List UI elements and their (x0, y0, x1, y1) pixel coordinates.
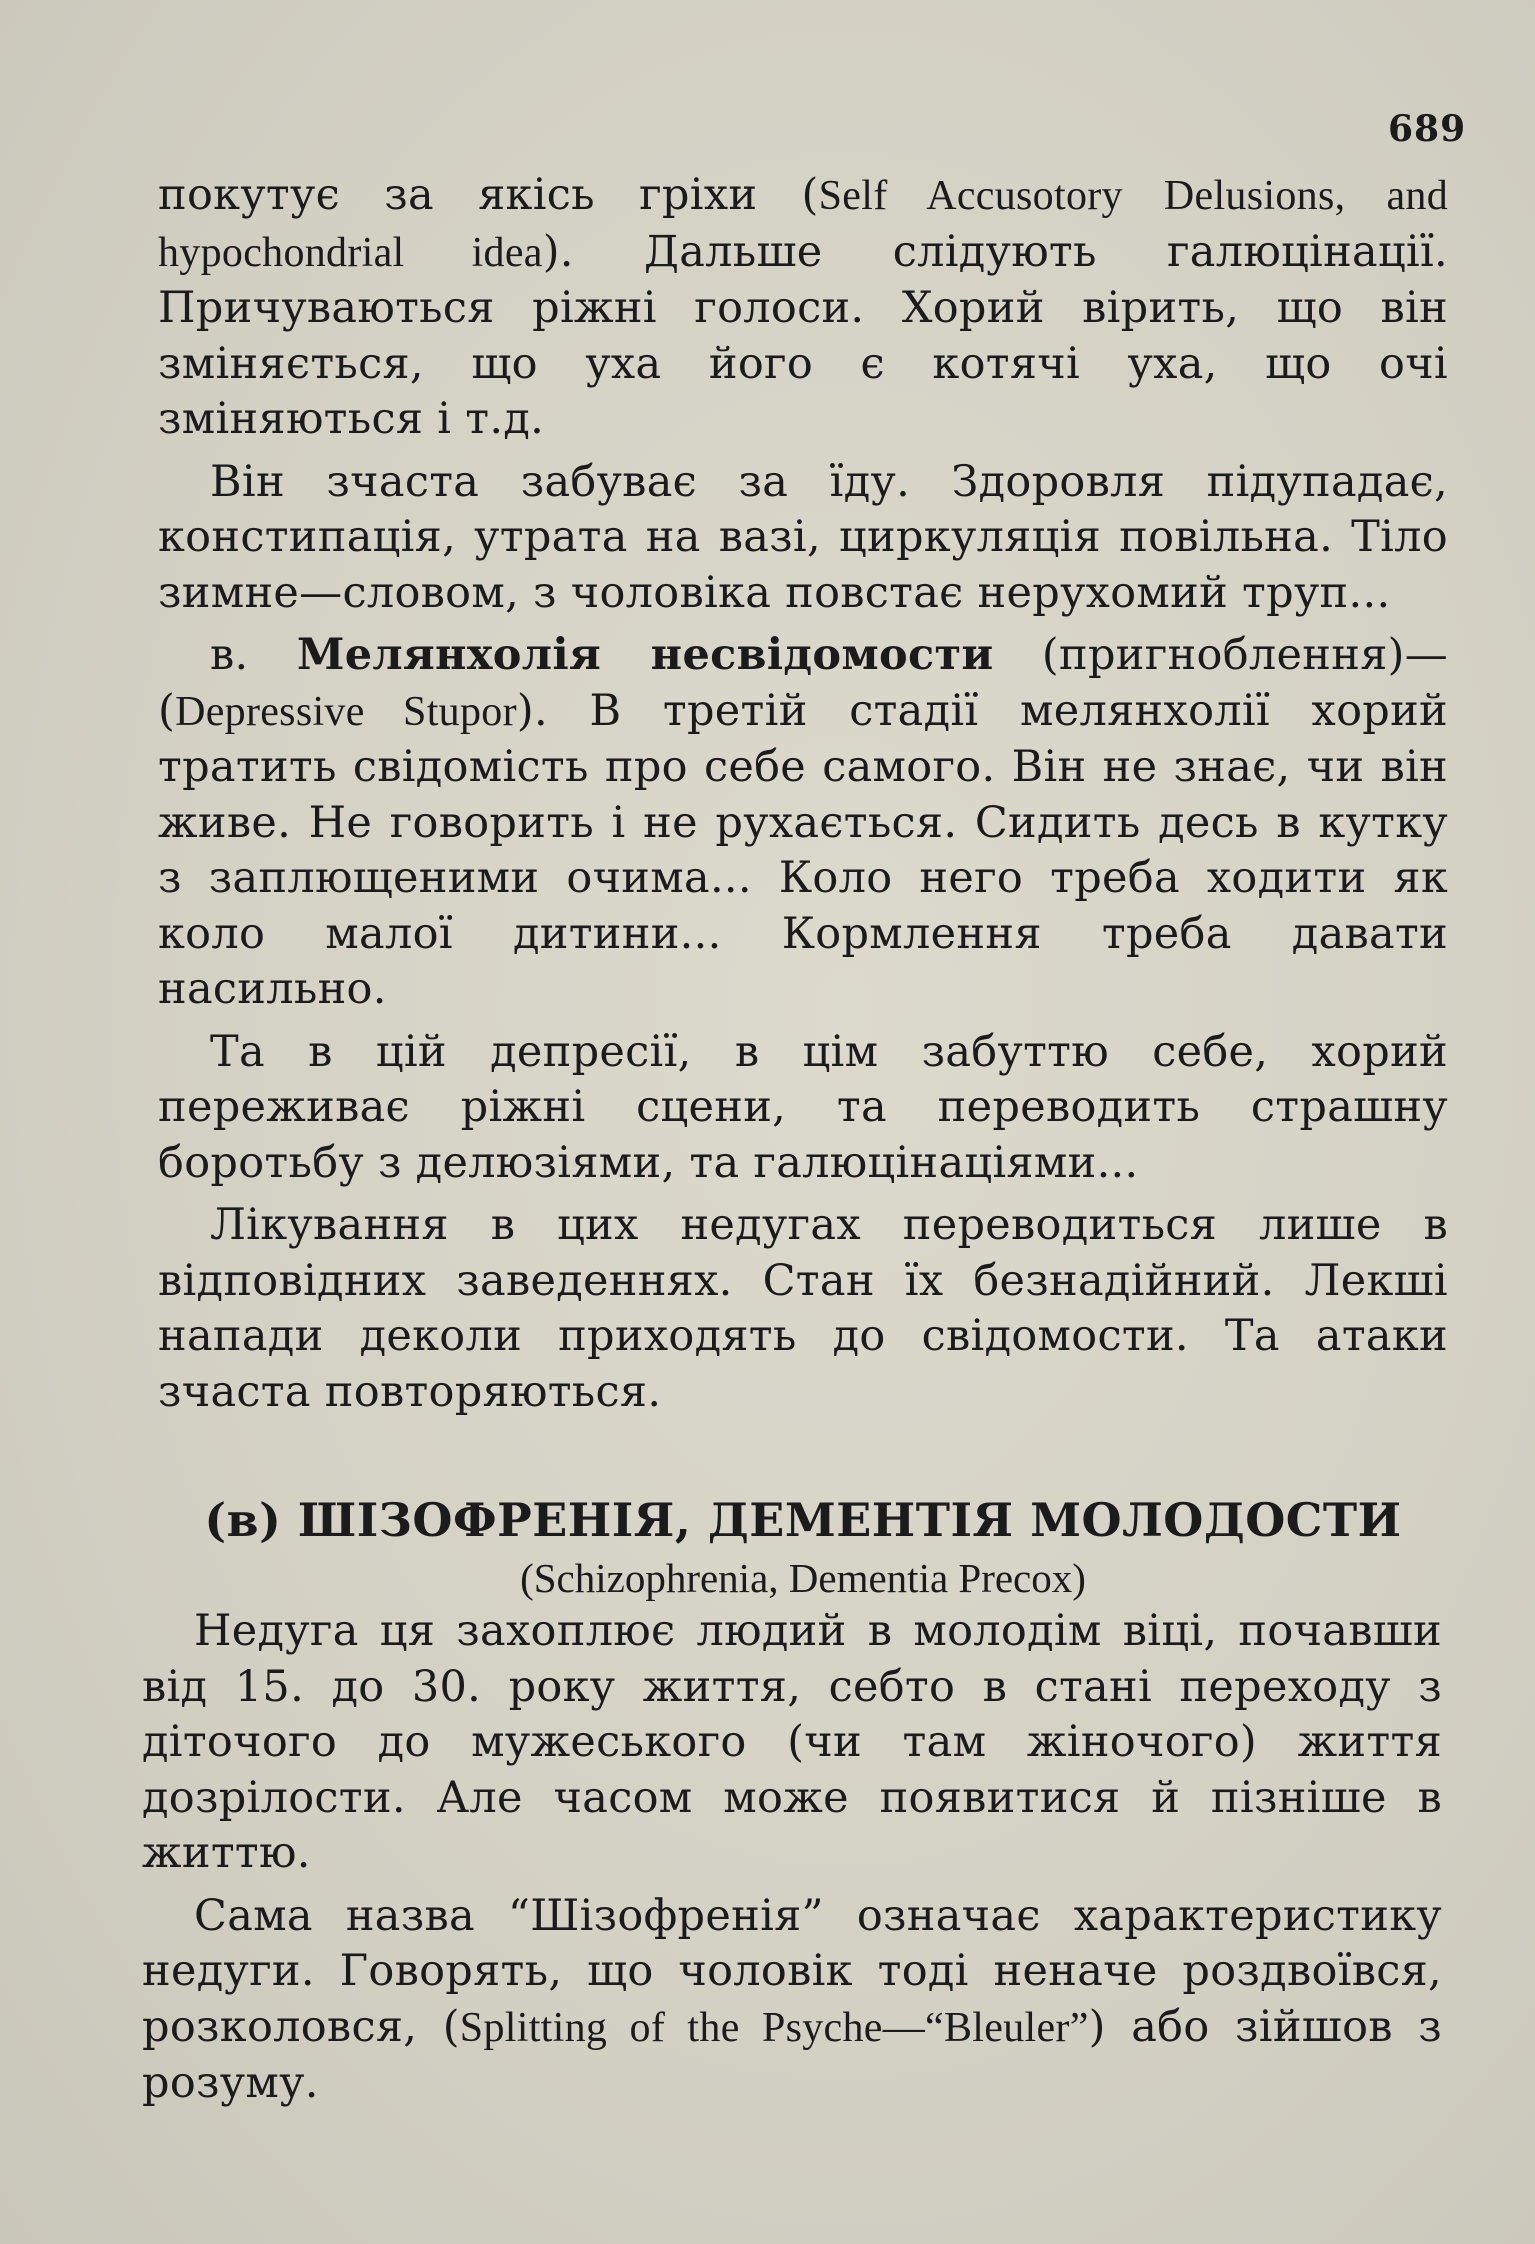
text-block-upper (158, 168, 1448, 1420)
paragraph-3-bold-term: Мелянхолія несвідомости (296, 630, 994, 680)
paragraph-2: Він зчаста забуває за їду. Здоровля підупадає, констипація, утрата на вазі, циркуляція повільна. Тіло зимне—словом, з чоловіка повстає нерухомий труп... (158, 456, 1448, 618)
paragraph-6: Недуга ця захоплює людий в молодім віці, почавши від 15. до 30. року життя, себто в стані переходу з діточого до мужеського (чи там жіночого) життя дозрілости. Але часом може появитися й пізніше в життю. (142, 1606, 1442, 1878)
paragraph-7 (142, 1889, 1442, 2112)
paragraph-7-text-a: Сама назва “Шізофренія” означає характеристику недуги. Говорять, що чоловік тоді неначе роздвоївся, розколовся, ( (142, 1890, 1442, 2052)
paragraph-3-latin: Depressive Stupor (175, 688, 517, 735)
paragraph-1-text-a: покутує за якісь гріхи ( (158, 170, 819, 220)
section-subheading: (Schizophrenia, Dementia Precox) (520, 1555, 1086, 1601)
paragraph-5: Лікування в цих недугах переводиться лише в відповідних заведеннях. Стан їх безнадійний. Лекші напади деколи приходять до свідомости. Та атаки зчаста повторяються. (158, 1200, 1448, 1417)
text-block-lower (142, 1604, 1442, 2112)
section-heading: (в) ШІЗОФРЕНІЯ, ДЕМЕНТІЯ МОЛОДОСТИ (204, 1493, 1402, 1547)
paragraph-1-text-b: ). Дальше слідують галюцінації. Причуваються ріжні голоси. Хорий вірить, що він зміняється, що уха його є котячі уха, що очі зміняються і т.д. (158, 226, 1448, 444)
paragraph-1 (158, 168, 1448, 448)
paragraph-3-text-b: ). В третій стадії мелянхолії хорий тратить свідомість про себе самого. Він не знає, чи він живе. Не говорить і не рухається. Сидить десь в кутку з заплющеними очима... Коло него треба ходити як коло малої дитини... Кормлення треба давати насильно. (158, 685, 1449, 1014)
paragraph-7-text-b: ) або зійшов з розуму. (142, 2001, 1443, 2108)
paragraph-4: Та в цій депресії, в цім забуттю себе, хорий переживає ріжні сцени, та переводить страшну боротьбу з делюзіями, та галюцінаціями... (158, 1026, 1448, 1188)
page-number: 689 (1388, 108, 1467, 150)
paragraph-3 (158, 628, 1448, 1018)
paragraph-3-label: в. (210, 630, 249, 680)
paragraph-3-text-a: (пригноблення)—( (158, 630, 1448, 736)
paragraph-7-latin: Splitting of the Psyche—“Bleuler” (459, 2004, 1089, 2051)
paragraph-1-latin: Self Accusotory Delusions, and hypochondrial idea (158, 173, 1448, 276)
